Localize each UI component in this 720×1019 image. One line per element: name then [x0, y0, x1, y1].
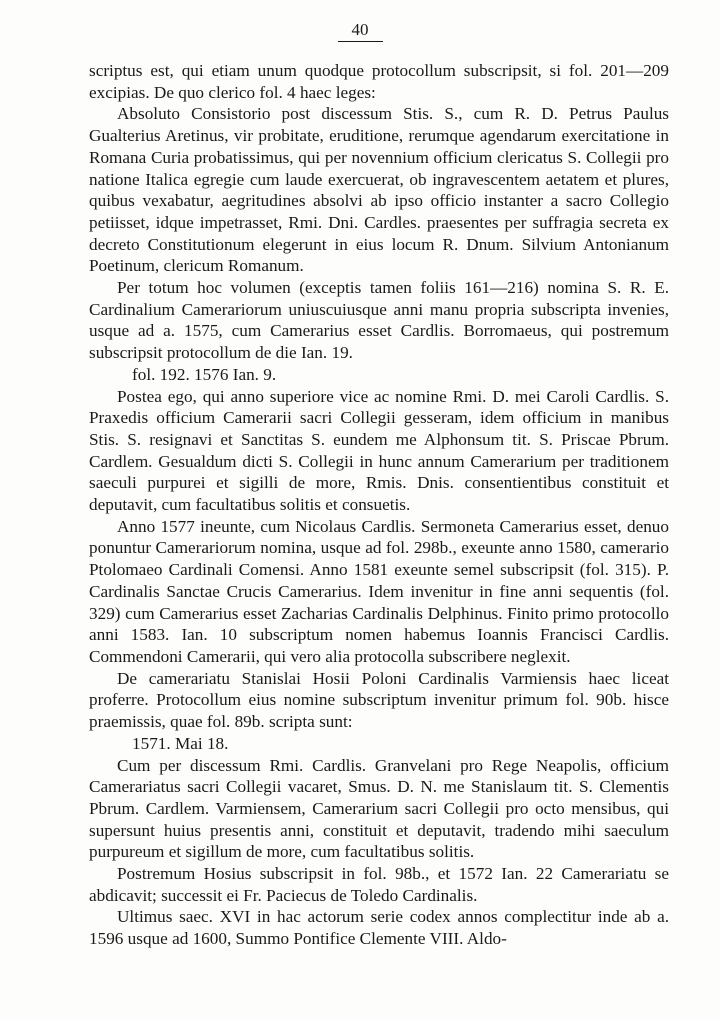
- paragraph-anno-1577: Anno 1577 ineunte, cum Nicolaus Cardlis. Sermoneta Camerarius esset, denuo ponuntur Camerariorum nomina, usque ad fol. 298b., exeunte anno 1580, camerario Ptolomaeo Cardinali Comensi. Anno 1581 exeunte semel subscripsit (fol. 315). P. Cardinalis Sanctae Crucis Camerarius. Idem invenitur in fine anni sequentis (fol. 329) cum Camerarius esset Zacharias Cardinalis Delphinus. Finito primo protocollo anni 1583. Ian. 10 subscriptum nomen habemus Ioannis Francisci Cardlis. Commendoni Camerarii, qui vero alia protocolla subscribere neglexit.: [89, 516, 669, 666]
- page-number: 40: [338, 20, 383, 42]
- paragraph-consistorio: Absoluto Consistorio post discessum Stis. S., cum R. D. Petrus Paulus Gualterius Aretinus, vir probitate, eruditione, rerumque agendarum exercitatione in Romana Curia probatissimus, qui per novennium officium clericatus S. Collegii pro natione Italica egregie cum laude exercuerat, ob ingravescentem aetatem et plures, quibus vexabatur, aegritudines absolvi ab ipso officio instanter a sacro Collegio petiisset, idque impetrasset, Rmi. Dni. Cardles. praesentes per suffragia secreta ex decreto Constitutionum elegerunt in eius locum R. Dnum. Silvium Antonianum Poetinum, clericum Romanum.: [89, 104, 669, 276]
- paragraph-continuation: scriptus est, qui etiam unum quodque protocollum subscripsit, si fol. 201—209 excipias. De quo clerico fol. 4 haec leges:: [89, 61, 669, 102]
- body-text: [89, 60, 669, 950]
- paragraph-postea-ego: Postea ego, qui anno superiore vice ac nomine Rmi. D. mei Caroli Cardlis. S. Praxedis officium Camerarii sacri Collegii gesseram, idem officium in manibus Stis. S. resignavi et Sanctitas S. eundem me Alphonsum tit. S. Priscae Pbrum. Cardlem. Gesualdum dicti S. Collegii in hunc annum Camerarium per traditionem saeculi purpurei et sigilli de more, Rmis. Dnis. consentientibus constituit et deputavit, cum facultatibus solitis et consuetis.: [89, 386, 669, 515]
- paragraph-postremum: Postremum Hosius subscripsit in fol. 98b., et 1572 Ian. 22 Camerariatu se abdicavit; successit ei Fr. Paciecus de Toledo Cardinalis.: [89, 864, 669, 905]
- paragraph-de-camerariatu: De camerariatu Stanislai Hosii Poloni Cardinalis Varmiensis haec liceat proferre. Protocollum eius nomine subscriptum invenitur primum fol. 90b. hisce praemissis, quae fol. 89b. scripta sunt:: [89, 668, 669, 732]
- date-line-1576: fol. 192. 1576 Ian. 9.: [132, 364, 277, 384]
- date-line-1571: 1571. Mai 18.: [132, 733, 229, 753]
- paragraph-cum-per-discessum: Cum per discessum Rmi. Cardlis. Granvelani pro Rege Neapolis, officium Camerariatus sacri Collegii vacaret, Smus. D. N. me Stanislaum tit. S. Clementis Pbrum. Cardlem. Varmiensem, Camerarium sacri Collegii pro octo mensibus, qui supersunt huius presentis anni, constituit et deputavit, tradendo mihi saeculum purpureum et sigillum de more, cum facultatibus solitis.: [89, 755, 669, 862]
- paragraph-per-totum: Per totum hoc volumen (exceptis tamen foliis 161—216) nomina S. R. E. Cardinalium Camerariorum uniuscuiusque anni manu propria subscripta invenies, usque ad a. 1575, cum Camerarius esset Cardlis. Borromaeus, qui postremum subscripsit protocollum de die Ian. 19.: [89, 278, 669, 363]
- paragraph-ultimus: Ultimus saec. XVI in hac actorum serie codex annos complectitur inde ab a. 1596 usque ad 1600, Summo Pontifice Clemente VIII. Aldo-: [89, 907, 669, 949]
